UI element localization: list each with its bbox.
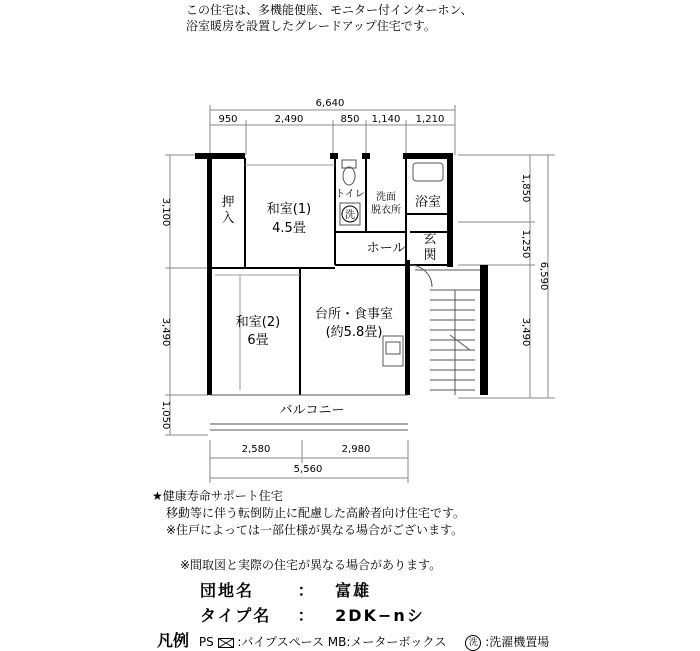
dim-left-seg-3: 1,050 bbox=[160, 400, 171, 430]
kitchen-sink bbox=[383, 336, 403, 366]
bottom-dimensions bbox=[210, 440, 408, 483]
disclaimer: ※間取図と実際の住宅が異なる場合があります。 bbox=[180, 558, 442, 572]
ps-icon bbox=[218, 638, 234, 648]
dim-top-seg-4: 1,140 bbox=[371, 114, 401, 125]
washer-symbol: 洗 bbox=[345, 210, 355, 221]
dim-bottom-seg-1: 2,580 bbox=[241, 444, 271, 455]
room-washitsu2-name: 和室(2) bbox=[235, 315, 281, 330]
dim-right-seg-1: 1,850 bbox=[520, 173, 531, 203]
room-hall: ホール bbox=[366, 241, 406, 256]
interior-walls bbox=[210, 158, 450, 395]
legend-mb-label: MB bbox=[327, 635, 347, 649]
dim-top-seg-2: 2,490 bbox=[274, 114, 304, 125]
room-bathroom: 浴室 bbox=[414, 195, 442, 210]
room-washitsu1-size: 4.5畳 bbox=[272, 221, 306, 236]
room-oshiire-char-2: 入 bbox=[221, 211, 235, 226]
legend-ps-label: PS bbox=[198, 635, 214, 649]
header-line-2: 浴室暖房を設置したグレードアップ住宅です。 bbox=[186, 19, 436, 33]
dim-left-seg-1: 3,100 bbox=[160, 197, 171, 227]
room-genkan-line2: 関 bbox=[423, 248, 437, 263]
dim-bottom-total: 5,560 bbox=[293, 464, 323, 475]
type-row bbox=[200, 603, 425, 626]
danchi-value: 富雄 bbox=[335, 581, 372, 600]
room-oshiire-char-1: 押 bbox=[221, 195, 235, 210]
support-title: ★健康寿命サポート住宅 bbox=[152, 489, 283, 503]
dim-top-seg-5: 1,210 bbox=[415, 114, 445, 125]
top-dimensions bbox=[210, 105, 455, 155]
support-note: ※住戸によっては一部仕様が異なる場合がございます。 bbox=[166, 523, 464, 537]
legend-wash-desc: :洗濯機置場 bbox=[485, 635, 550, 649]
dim-top-seg-3: 850 bbox=[340, 114, 360, 125]
room-kitchen-name: 台所・食事室 bbox=[314, 307, 394, 322]
support-desc: 移動等に伴う転倒防止に配慮した高齢者向け住宅です。 bbox=[166, 506, 466, 520]
notes-block bbox=[152, 488, 465, 539]
danchi-colon: ： bbox=[297, 581, 316, 600]
wash-icon: 洗 bbox=[465, 635, 481, 651]
type-value: 2DK−nシ bbox=[335, 606, 425, 625]
danchi-label: 団地名 bbox=[200, 581, 255, 600]
toilet-fixture bbox=[342, 160, 356, 185]
stairwell bbox=[410, 265, 480, 395]
room-kitchen-size: (約5.8畳) bbox=[325, 325, 383, 340]
legend-title: 凡例 bbox=[157, 631, 190, 650]
dim-right-seg-2: 1,250 bbox=[520, 229, 531, 259]
room-washitsu1-name: 和室(1) bbox=[266, 202, 312, 217]
dim-left-seg-2: 3,490 bbox=[160, 317, 171, 347]
room-senmen-line2: 脱衣所 bbox=[371, 205, 401, 216]
room-senmen-line1: 洗面 bbox=[376, 192, 396, 203]
danchi-row bbox=[200, 578, 371, 601]
dim-top-total: 6,640 bbox=[315, 98, 345, 109]
room-toilet: トイレ bbox=[335, 189, 365, 200]
room-washitsu2-size: 6畳 bbox=[247, 333, 269, 348]
type-label: タイプ名 bbox=[200, 606, 272, 625]
dim-right-seg-3: 3,490 bbox=[520, 317, 531, 347]
type-colon: ： bbox=[297, 606, 316, 625]
dim-right-total: 6,590 bbox=[538, 261, 549, 291]
legend bbox=[157, 628, 549, 651]
room-genkan-line1: 玄 bbox=[423, 232, 437, 247]
header-line-1: この住宅は、多機能便座、モニター付インターホン、 bbox=[186, 3, 473, 17]
dim-bottom-seg-2: 2,980 bbox=[341, 444, 371, 455]
legend-mb-desc: :メーターボックス bbox=[346, 635, 447, 649]
dim-top-seg-1: 950 bbox=[218, 114, 238, 125]
room-balcony: バルコニー bbox=[279, 403, 345, 418]
bathtub bbox=[413, 163, 443, 181]
legend-ps-desc: :パイプスペース bbox=[237, 635, 324, 649]
